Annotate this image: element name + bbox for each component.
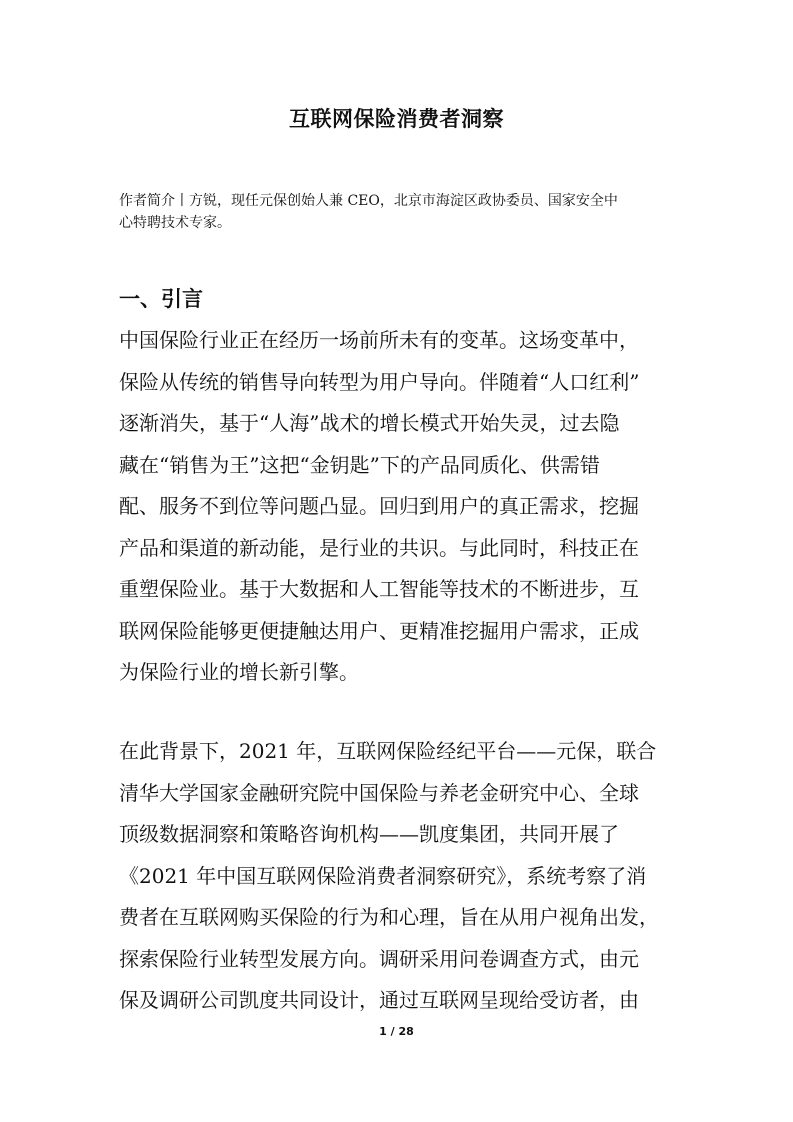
paragraph-background [119, 731, 684, 1022]
text-line: 《2021 年中国互联网保险消费者洞察研究》，系统考察了消 [119, 863, 647, 888]
author-intro [119, 190, 679, 234]
text-line: 配、服务不到位等问题凸显。回归到用户的真正需求，挖掘 [119, 494, 639, 518]
author-line: 心特聘技术专家。 [119, 215, 231, 231]
text-line: 费者在互联网购买保险的行为和心理，旨在从用户视角出发， [119, 905, 659, 929]
author-line: 作者简介丨方锐，现任元保创始人兼 CEO，北京市海淀区政协委员、国家安全中 [119, 193, 618, 209]
text-line: 联网保险能够更便捷触达用户、更精准挖掘用户需求，正成 [119, 618, 639, 643]
text-line: 保及调研公司凯度共同设计，通过互联网呈现给受访者，由 [119, 988, 639, 1012]
text-line: 重塑保险业。基于大数据和人工智能等技术的不断进步，互 [119, 577, 639, 601]
text-line: 中国保险行业正在经历一场前所未有的变革。这场变革中， [119, 328, 639, 352]
text-line: 探索保险行业转型发展方向。调研采用问卷调查方式，由元 [119, 946, 639, 971]
document-title: 互联网保险消费者洞察 [289, 107, 504, 131]
page-number: 1 / 28 [379, 1025, 414, 1038]
text-line: 逐渐消失，基于“人海”战术的增长模式开始失灵，过去隐 [119, 411, 620, 435]
text-line: 在此背景下，2021 年，互联网保险经纪平台——元保，联合 [119, 739, 657, 763]
text-line: 为保险行业的增长新引擎。 [119, 660, 359, 684]
text-line: 顶级数据洞察和策略咨询机构——凯度集团，共同开展了 [119, 822, 619, 846]
paragraph-intro [119, 320, 684, 694]
text-line: 清华大学国家金融研究院中国保险与养老金研究中心、全球 [119, 780, 639, 805]
text-line: 保险从传统的销售导向转型为用户导向。伴随着“人口红利” [119, 369, 640, 394]
text-line: 藏在“销售为王”这把“金钥匙”下的产品同质化、供需错 [119, 452, 600, 477]
section-heading: 一、引言 [119, 287, 203, 311]
text-line: 产品和渠道的新动能，是行业的共识。与此同时，科技正在 [119, 535, 639, 560]
